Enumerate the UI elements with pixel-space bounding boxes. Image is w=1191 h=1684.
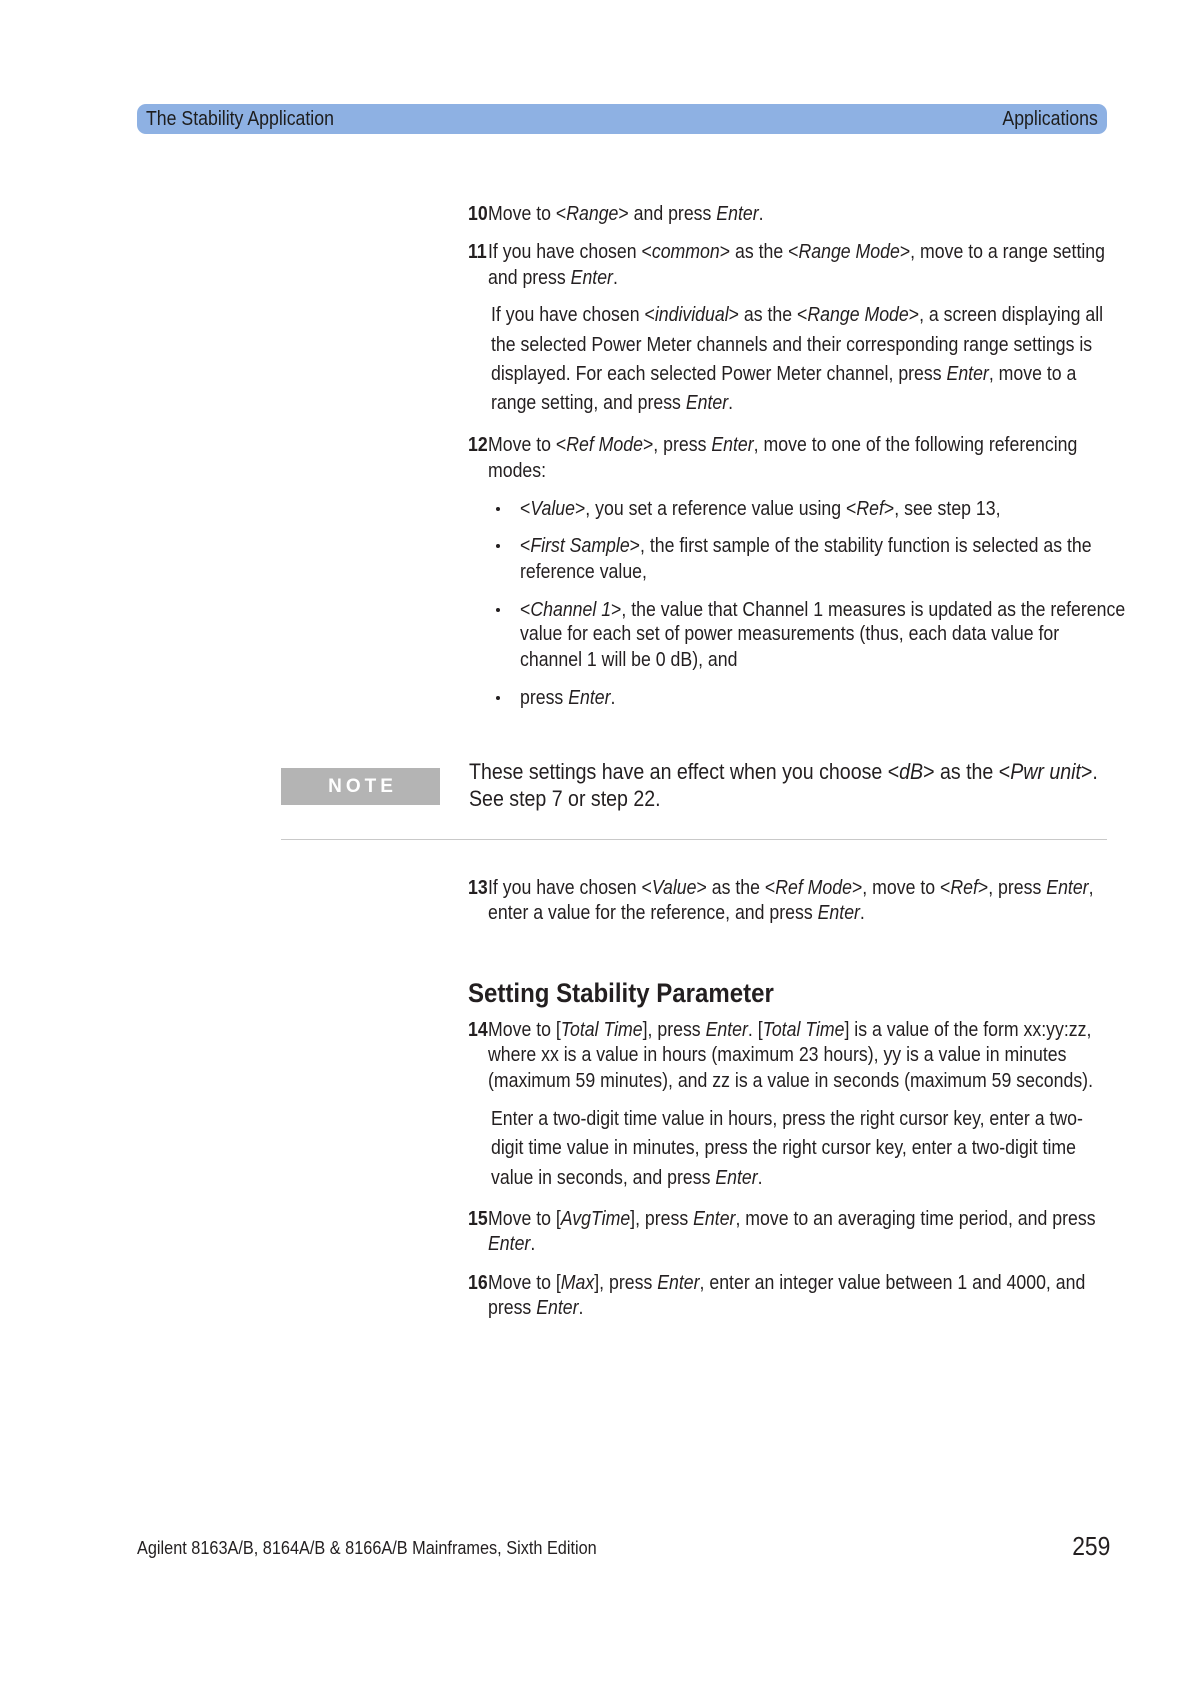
text-run: . (758, 203, 764, 225)
step-text-line (488, 1043, 1066, 1067)
step-text-line (488, 1069, 1093, 1093)
text-run: Move to [ (488, 1019, 561, 1041)
text-run: . [ (747, 1019, 763, 1041)
text-run: enter a value for the reference, and press (488, 902, 818, 924)
emphasized-term: Enter (705, 1019, 748, 1041)
step-text-line (488, 1271, 1085, 1295)
text-run: > as the < (696, 877, 776, 899)
emphasized-term: Ref Mode (566, 434, 643, 456)
bullet-dot (496, 544, 500, 548)
note-text-line (469, 785, 661, 812)
text-run: . (757, 1167, 763, 1189)
text-run: > as the < (923, 759, 1011, 784)
bullet-dot (496, 696, 500, 700)
emphasized-term: Enter (693, 1208, 736, 1230)
chapter-title: Applications (1002, 108, 1098, 130)
emphasized-term: Channel 1 (530, 599, 612, 621)
emphasized-term: Max (560, 1272, 595, 1294)
text-run: < (520, 599, 531, 621)
running-header-bar (137, 104, 1107, 134)
text-run: and press (488, 267, 571, 289)
step-text-line (488, 1296, 583, 1320)
emphasized-term: Range Mode (807, 304, 909, 326)
step-detail-line (491, 333, 1092, 357)
emphasized-term: Enter (817, 902, 860, 924)
text-run: press (520, 687, 569, 709)
text-run: < (520, 535, 531, 557)
step-number: 12 (468, 434, 488, 456)
emphasized-term: Enter (715, 1167, 758, 1189)
option-line (520, 534, 1092, 558)
step-number: 15 (468, 1208, 488, 1230)
note-text-line (469, 758, 1098, 785)
text-run: ], press (594, 1272, 658, 1294)
text-run: (maximum 59 minutes), and zz is a value in seconds (maximum 59 seconds). (488, 1070, 1093, 1092)
text-run: Move to < (488, 203, 567, 225)
text-run: , move to one of the following referencing (753, 434, 1078, 456)
step-text-line (488, 202, 764, 226)
text-run: modes: (488, 460, 547, 482)
step-number: 14 (468, 1019, 488, 1041)
text-run: value for each set of power measurements (thus, each data value for (520, 623, 1060, 645)
text-run: press (488, 1297, 537, 1319)
text-run: See step 7 or step 22. (469, 786, 661, 811)
text-run: range setting, and press (491, 392, 686, 414)
text-run: >, you set a reference value using < (574, 498, 857, 520)
text-run: . (728, 392, 734, 414)
text-run: >, move to < (851, 877, 951, 899)
option-line (520, 560, 647, 584)
text-run: , (1088, 877, 1094, 899)
step-detail-line (491, 1107, 1083, 1131)
emphasized-term: AvgTime (560, 1208, 631, 1230)
section-title: The Stability Application (146, 108, 334, 130)
text-run: , enter an integer value between 1 and 4000, and (699, 1272, 1086, 1294)
emphasized-term: Enter (536, 1297, 579, 1319)
text-run: . (578, 1297, 584, 1319)
emphasized-term: Enter (685, 392, 729, 414)
step-detail-line (491, 1136, 1076, 1160)
emphasized-term: Total Time (560, 1019, 643, 1041)
text-run: ], press (642, 1019, 706, 1041)
emphasized-term: Range Mode (798, 241, 900, 263)
emphasized-term: First Sample (530, 535, 630, 557)
step-text-line (488, 266, 618, 290)
step-detail-line (491, 391, 733, 415)
step-text-line (488, 459, 546, 483)
text-run: Move to [ (488, 1208, 561, 1230)
step-detail-line (491, 303, 1103, 327)
text-run: . (612, 267, 618, 289)
text-run: >. (1080, 759, 1098, 784)
page-number: 259 (1071, 1531, 1110, 1561)
text-run: These settings have an effect when you choose < (469, 759, 900, 784)
step-detail-line (491, 1166, 763, 1190)
text-run: >, the value that Channel 1 measures is updated as the reference (611, 599, 1126, 621)
text-run: ] is a value of the form xx:yy:zz, (844, 1019, 1092, 1041)
step-number: 10 (468, 203, 488, 225)
text-run: Move to [ (488, 1272, 561, 1294)
option-line (520, 622, 1059, 646)
option-line (520, 648, 737, 672)
emphasized-term: Enter (716, 203, 759, 225)
text-run: . (859, 902, 865, 924)
text-run: > as the < (719, 241, 799, 263)
emphasized-term: Enter (570, 267, 613, 289)
step-text-line (488, 1232, 535, 1256)
text-run: Enter a two-digit time value in hours, press the right cursor key, enter a two- (491, 1108, 1083, 1130)
divider (281, 839, 1107, 840)
step-text-line (488, 1207, 1096, 1231)
emphasized-term: Enter (946, 363, 989, 385)
emphasized-term: common (651, 241, 720, 263)
bullet-dot (496, 608, 500, 612)
section-heading: Setting Stability Parameter (468, 978, 774, 1008)
text-run: digit time value in minutes, press the right cursor key, enter a two-digit time (491, 1137, 1076, 1159)
emphasized-term: Ref Mode (775, 877, 852, 899)
emphasized-term: Ref (856, 498, 884, 520)
emphasized-term: dB (899, 759, 924, 784)
text-run: ], press (630, 1208, 694, 1230)
step-number: 13 (468, 877, 488, 899)
emphasized-term: Pwr unit (1010, 759, 1081, 784)
text-run: , move to an averaging time period, and press (735, 1208, 1096, 1230)
text-run: If you have chosen < (488, 241, 652, 263)
note-label: NOTE (281, 768, 440, 805)
text-run: . (610, 687, 616, 709)
text-run: >, see step 13, (883, 498, 1001, 520)
step-text-line (488, 240, 1105, 264)
text-run: >, the first sample of the stability function is selected as the (629, 535, 1092, 557)
text-run: . (530, 1233, 536, 1255)
emphasized-term: Enter (568, 687, 611, 709)
text-run: channel 1 will be 0 dB), and (520, 649, 738, 671)
emphasized-term: Value (530, 498, 575, 520)
emphasized-term: Value (651, 877, 697, 899)
option-line (520, 686, 615, 710)
emphasized-term: Enter (657, 1272, 700, 1294)
footer-manual-title: Agilent 8163A/B, 8164A/B & 8166A/B Mainframes, Sixth Edition (137, 1537, 597, 1558)
text-run: >, press (642, 434, 712, 456)
step-text-line (488, 1018, 1091, 1042)
emphasized-term: Enter (488, 1233, 531, 1255)
text-run: reference value, (520, 561, 647, 583)
text-run: Move to < (488, 434, 567, 456)
emphasized-term: Ref (950, 877, 978, 899)
emphasized-term: Total Time (762, 1019, 845, 1041)
emphasized-term: Range (566, 203, 619, 225)
text-run: where xx is a value in hours (maximum 23 hours), yy is a value in minutes (488, 1044, 1067, 1066)
emphasized-term: Enter (1046, 877, 1089, 899)
text-run: the selected Power Meter channels and their corresponding range settings is (491, 334, 1093, 356)
text-run: If you have chosen < (491, 304, 655, 326)
step-text-line (488, 433, 1077, 457)
step-detail-line (491, 362, 1076, 386)
option-line (520, 598, 1125, 622)
text-run: , move to a (988, 363, 1077, 385)
text-run: > as the < (728, 304, 808, 326)
emphasized-term: individual (654, 304, 729, 326)
text-run: >, press (977, 877, 1047, 899)
emphasized-term: Enter (711, 434, 754, 456)
bullet-dot (496, 507, 500, 511)
option-line (520, 497, 1001, 521)
text-run: displayed. For each selected Power Meter channel, press (491, 363, 947, 385)
text-run: > and press (618, 203, 717, 225)
text-run: >, a screen displaying all (908, 304, 1104, 326)
step-number: 16 (468, 1272, 488, 1294)
step-text-line (488, 876, 1094, 900)
text-run: value in seconds, and press (491, 1167, 716, 1189)
text-run: If you have chosen < (488, 877, 652, 899)
step-text-line (488, 901, 865, 925)
step-number: 11 (468, 241, 487, 263)
text-run: < (520, 498, 531, 520)
text-run: >, move to a range setting (899, 241, 1105, 263)
